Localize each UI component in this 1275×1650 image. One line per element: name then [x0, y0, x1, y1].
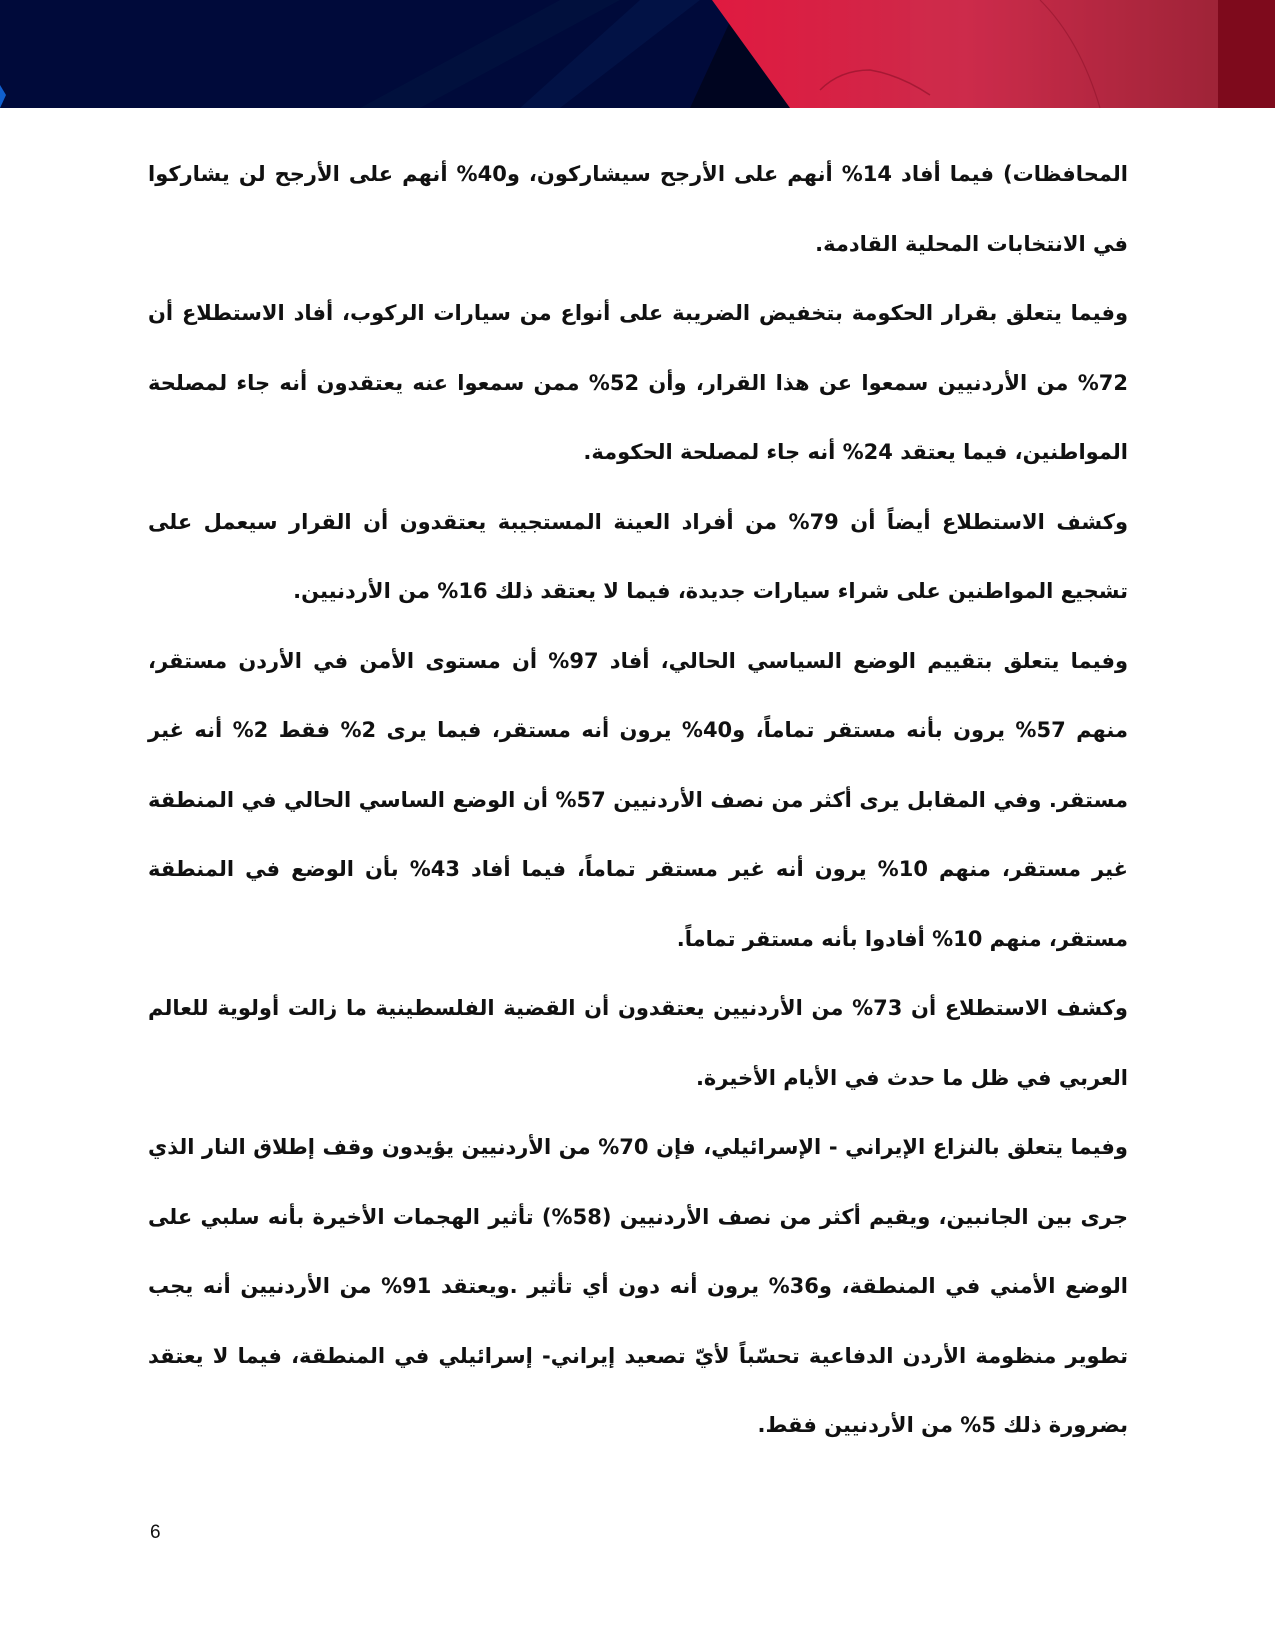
paragraph: وكشف الاستطلاع أن 73% من الأردنيين يعتقدون أن القضية الفلسطينية ما زالت أولوية للعالم العربي في ظل ما حدث في الأيام الأخيرة.: [148, 996, 1128, 1090]
article-body: [148, 140, 1128, 1461]
paragraph: وكشف الاستطلاع أيضاً أن 79% من أفراد العينة المستجيبة يعتقدون أن القرار سيعمل على تشجيع المواطنين على شراء سيارات جديدة، فيما لا يعتقد ذلك 16% من الأردنيين.: [148, 509, 1128, 603]
paragraph: وفيما يتعلق بالنزاع الإيراني - الإسرائيلي، فإن 70% من الأردنيين يؤيدون وقف إطلاق النار الذي جرى بين الجانبين، ويقيم أكثر من نصف الأردنيين (58%) تأثير الهجمات الأخيرة بأنه سلبي على الوضع الأمني في المنطقة، و36% يرون أنه دون أي تأثير .ويعتقد 91% من الأردنيين أنه يجب تطوير منظومة الأردن الدفاعية تحسّباً لأيّ تصعيد إيراني- إسرائيلي في المنطقة، فيما لا يعتقد بضرورة ذلك 5% من الأردنيين فقط.: [148, 1135, 1128, 1437]
paragraph: وفيما يتعلق بتقييم الوضع السياسي الحالي، أفاد 97% أن مستوى الأمن في الأردن مستقر، منهم 57% يرون بأنه مستقر تماماً، و40% يرون أنه مستقر، فيما يرى 2% فقط 2% أنه غير مستقر. وفي المقابل يرى أكثر من نصف الأردنيين 57% أن الوضع الساسي الحالي في المنطقة غير مستقر، منهم 10% يرون أنه غير مستقر تماماً، فيما أفاد 43% بأن الوضع في المنطقة مستقر، منهم 10% أفادوا بأنه مستقر تماماً.: [148, 648, 1129, 951]
paragraph: وفيما يتعلق بقرار الحكومة بتخفيض الضريبة على أنواع من سيارات الركوب، أفاد الاستطلاع أن 72% من الأردنيين سمعوا عن هذا القرار، وأن 52% ممن سمعوا عنه يعتقدون أنه جاء لمصلحة المواطنين، فيما يعتقد 24% أنه جاء لمصلحة الحكومة.: [148, 301, 1128, 464]
banner-graphic: [0, 0, 1275, 108]
paragraph: المحافظات) فيما أفاد 14% أنهم على الأرجح سيشاركون، و40% أنهم على الأرجح لن يشاركوا في الانتخابات المحلية القادمة.: [148, 162, 1128, 256]
header-banner: [0, 0, 1275, 108]
page-number: 6: [150, 1522, 161, 1543]
